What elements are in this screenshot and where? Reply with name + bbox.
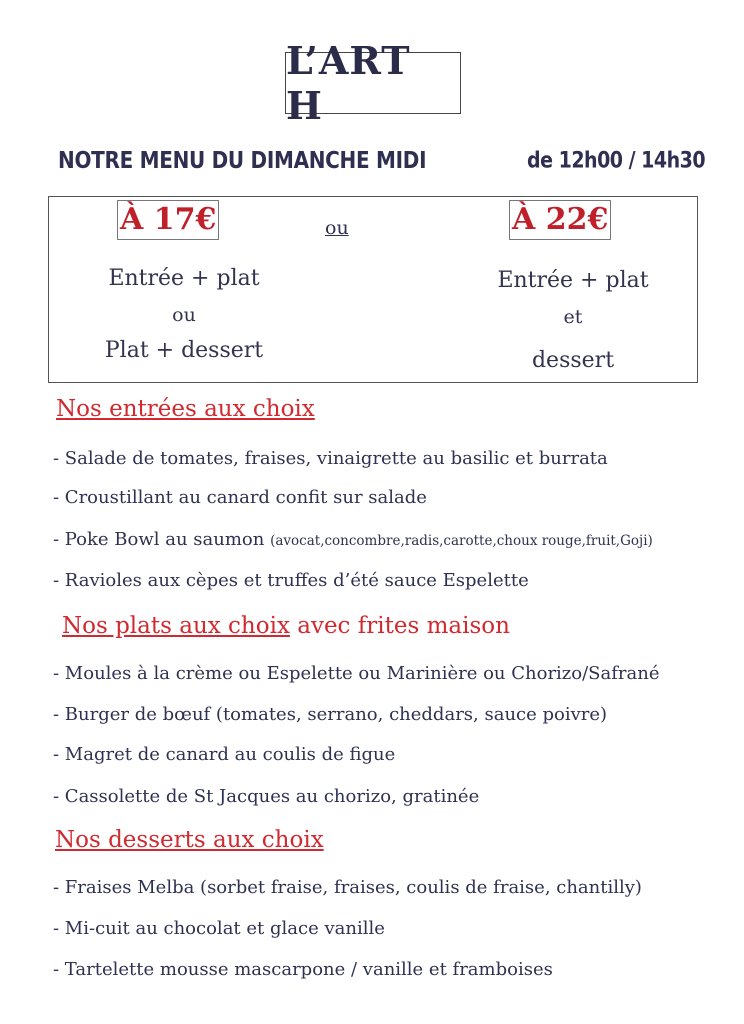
entree-item-note: (avocat,concombre,radis,carotte,choux rouge,fruit,Goji)	[270, 533, 653, 549]
offer-17-line1: Entrée + plat	[108, 266, 260, 291]
plats-heading-text: Nos plats aux choix	[62, 613, 290, 639]
entree-item: - Salade de tomates, fraises, vinaigrette au basilic et burrata	[53, 448, 608, 469]
dessert-item: - Mi-cuit au chocolat et glace vanille	[53, 918, 385, 939]
entree-item: - Ravioles aux cèpes et truffes d’été sauce Espelette	[53, 570, 529, 591]
price-17: À 17€	[117, 200, 219, 240]
entrees-heading-text: Nos entrées aux choix	[56, 396, 315, 422]
service-hours: de 12h00 / 14h30	[527, 148, 706, 174]
desserts-heading	[55, 827, 324, 853]
offer-22-connector: et	[563, 306, 583, 328]
entrees-heading	[56, 396, 315, 422]
offer-22-line2: dessert	[531, 348, 615, 373]
dessert-item: - Tartelette mousse mascarpone / vanille et framboises	[53, 959, 553, 980]
price-22: À 22€	[509, 200, 611, 240]
plat-item: - Cassolette de St Jacques au chorizo, gratinée	[53, 786, 480, 807]
offer-17-details	[89, 261, 279, 369]
plat-item: - Burger de bœuf (tomates, serrano, cheddars, sauce poivre)	[53, 704, 608, 725]
offer-17-line2: Plat + dessert	[104, 338, 264, 363]
offers-box	[48, 196, 698, 383]
entree-item-text: - Poke Bowl au saumon	[53, 529, 271, 550]
entree-item: - Croustillant au canard confit sur salade	[53, 487, 427, 508]
entree-item	[53, 529, 653, 550]
plats-heading	[62, 613, 510, 639]
restaurant-title-box	[285, 38, 461, 128]
offers-or-label: ou	[325, 217, 349, 239]
plats-heading-suffix: avec frites maison	[289, 613, 510, 639]
plat-item: - Magret de canard au coulis de figue	[53, 744, 396, 765]
offer-22-line1: Entrée + plat	[497, 268, 649, 293]
restaurant-name: L’ART H	[286, 38, 411, 128]
offer-22-details	[473, 263, 673, 379]
plat-item: - Moules à la crème ou Espelette ou Marinière ou Chorizo/Safrané	[53, 663, 660, 684]
offer-17-connector: ou	[172, 304, 196, 326]
menu-title: NOTRE MENU DU DIMANCHE MIDI	[58, 146, 427, 174]
dessert-item: - Fraises Melba (sorbet fraise, fraises, coulis de fraise, chantilly)	[53, 877, 642, 898]
desserts-heading-text: Nos desserts aux choix	[55, 827, 324, 853]
